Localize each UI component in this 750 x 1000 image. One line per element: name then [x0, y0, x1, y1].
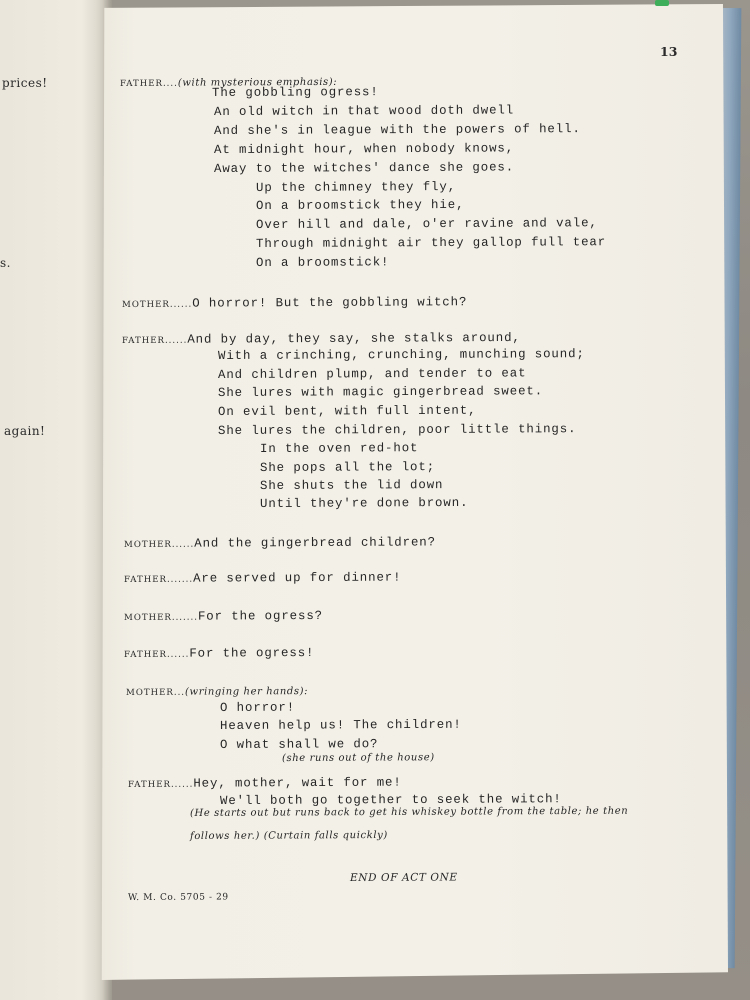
speaker-name: FATHER — [121, 335, 165, 346]
speaker-dots: ....... — [171, 612, 198, 623]
verse-line: Up the chimney they fly, — [255, 179, 457, 195]
dialogue-text: And the gingerbread children? — [194, 535, 436, 551]
left-page — [0, 0, 112, 1000]
verse-line: Away to the witches' dance she goes. — [213, 160, 515, 176]
speaker-dots: ....... — [166, 574, 194, 585]
verse-line: An old witch in that wood doth dwell — [213, 103, 515, 119]
speaker-name: MOTHER — [123, 612, 172, 623]
dialogue-text: Hey, mother, wait for me! — [193, 775, 402, 791]
speaker-name: FATHER — [119, 78, 163, 89]
verse-line: On evil bent, with full intent, — [217, 403, 477, 419]
stage-direction: (with mysterious emphasis): — [177, 76, 338, 89]
stage-direction: (she runs out of the house) — [281, 752, 435, 764]
dialogue-line — [128, 775, 402, 791]
speaker-name: MOTHER — [121, 299, 170, 310]
speaker-dots: ...... — [164, 335, 188, 346]
publisher-code: W. M. Co. 5705 - 29 — [127, 892, 229, 903]
dialogue-text: And by day, they say, she stalks around, — [187, 330, 521, 347]
verse-line: And she's in league with the powers of hell. — [213, 122, 581, 138]
dialogue-text: For the ogress? — [197, 608, 324, 624]
speaker-dots: .... — [162, 78, 178, 89]
verse-line: She lures the children, poor little things. — [217, 422, 577, 438]
verse-line: She lures with magic gingerbread sweet. — [217, 384, 544, 400]
speaker-name: FATHER — [123, 574, 167, 585]
dialogue-line — [124, 534, 436, 551]
verse-line: On a broomstick they hie, — [255, 197, 465, 213]
stage-direction: (He starts out but runs back to get his whiskey bottle from the table; he then — [189, 805, 629, 819]
stage-direction: (wringing her hands): — [185, 686, 309, 698]
left-page-fragment: again! — [4, 424, 46, 438]
speaker-dots: ...... — [171, 539, 195, 550]
verse-line: In the oven red-hot — [259, 441, 419, 456]
stage-direction: follows her.) (Curtain falls quickly) — [189, 829, 388, 842]
dialogue-line — [124, 645, 314, 661]
dialogue-line — [122, 294, 467, 311]
verse-line: Until they're done brown. — [259, 495, 469, 511]
verse-line: And children plump, and tender to eat — [217, 366, 527, 382]
verse-line: Over hill and dale, o'er ravine and vale, — [255, 216, 598, 232]
verse-line: With a crinching, crunching, munching sound; — [217, 347, 585, 363]
dialogue-text: O horror! But the gobbling witch? — [192, 295, 468, 311]
dialogue-line — [126, 683, 308, 698]
verse-line: At midnight hour, when nobody knows, — [213, 141, 515, 157]
dialogue-line — [122, 330, 521, 347]
speaker-dots: ...... — [169, 299, 193, 310]
verse-line: Through midnight air they gallop full tear — [255, 235, 607, 251]
speaker-dots: ...... — [170, 779, 194, 790]
speaker-name: MOTHER — [123, 539, 172, 550]
page-number: 13 — [660, 44, 678, 59]
verse-line: We'll both go together to seek the witch! — [219, 792, 562, 808]
verse-line: She pops all the lot; — [259, 460, 436, 475]
verse-line: O what shall we do? — [219, 737, 379, 752]
left-page-fragment: s. — [0, 256, 11, 270]
green-tab-marker — [655, 0, 669, 6]
speaker-dots: ... — [173, 687, 186, 698]
left-page-fragment: prices! — [2, 76, 48, 90]
speaker-dots: ...... — [166, 649, 190, 660]
speaker-name: FATHER — [123, 649, 167, 660]
dialogue-text: For the ogress! — [189, 646, 315, 661]
speaker-name: FATHER — [127, 779, 171, 790]
speaker-name: MOTHER — [125, 687, 174, 698]
verse-line: Heaven help us! The children! — [219, 717, 462, 733]
dialogue-line — [124, 608, 323, 624]
dialogue-text: Are served up for dinner! — [193, 570, 402, 586]
verse-line: The gobbling ogress! — [211, 85, 379, 100]
verse-line: On a broomstick! — [255, 255, 390, 270]
end-of-act: END OF ACT ONE — [349, 871, 458, 884]
verse-line: She shuts the lid down — [259, 478, 444, 493]
verse-line: O horror! — [219, 700, 296, 715]
dialogue-line — [124, 570, 402, 586]
